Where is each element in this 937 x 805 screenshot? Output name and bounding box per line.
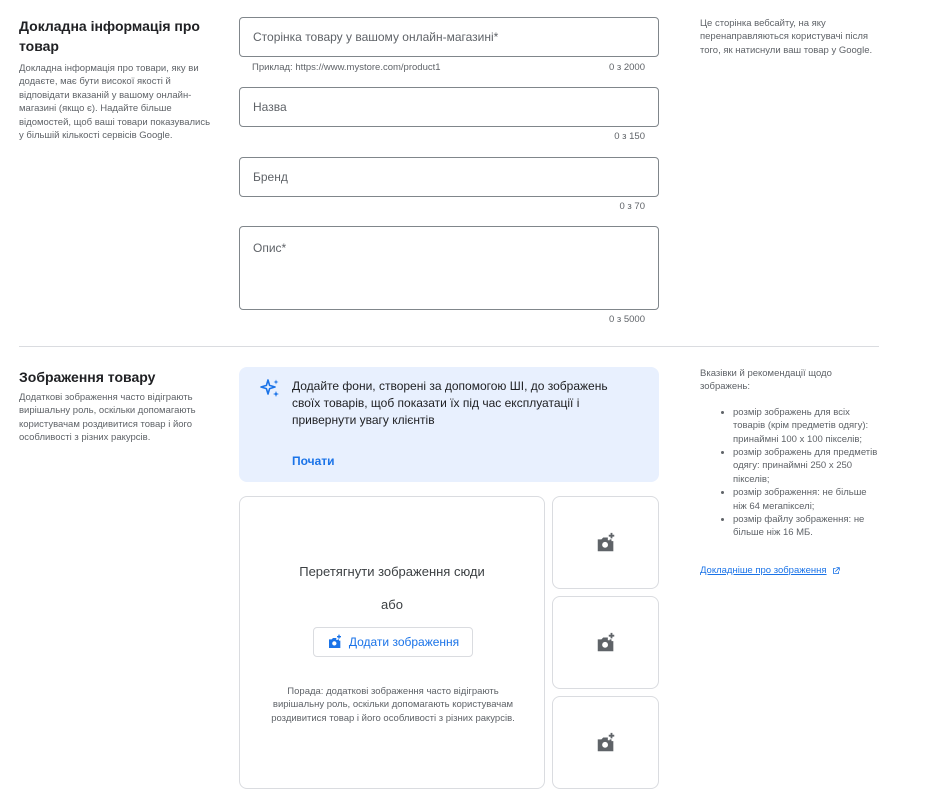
guideline-item: • розмір зображень для всіх товарів (крім предметів одягу): принаймні 100 x 100 пікселів; — [733, 406, 880, 446]
guideline-item: • розмір зображень для предметів одягу: принаймні 250 x 250 пікселів; — [733, 446, 880, 486]
guideline-item: • розмір зображення: не більше ніж 64 мегапікселі; — [733, 486, 880, 513]
image-slot-2[interactable] — [552, 596, 659, 689]
product-brand-placeholder: Бренд — [253, 170, 288, 184]
product-description-counter: 0 з 5000 — [608, 314, 645, 325]
product-description-textarea[interactable] — [239, 226, 659, 310]
learn-more-row — [700, 564, 880, 577]
sparkle-icon — [258, 377, 282, 401]
guideline-item: • розмір файлу зображення: не більше ніж 16 МБ. — [733, 513, 880, 540]
add-photo-icon — [595, 732, 617, 754]
image-guidelines-list — [700, 406, 880, 540]
images-section-title: Зображення товару — [19, 369, 156, 385]
images-section-description: Додаткові зображення часто відіграють вирішальну роль, оскільки допомагають користувачам роздивитися товар і його особливості з різних ракурсів. — [19, 392, 196, 444]
image-guidelines — [700, 367, 880, 577]
add-photo-icon — [595, 532, 617, 554]
ai-banner-text: Додайте фони, створені за допомогою ШІ, до зображень своїх товарів, щоб показати їх під час експлуатації і привернути увагу клієнтів — [292, 379, 608, 427]
product-description-placeholder: Опис* — [253, 241, 287, 255]
add-image-button[interactable] — [313, 627, 473, 657]
add-image-label: Додати зображення — [348, 635, 460, 649]
open-in-new-icon[interactable] — [831, 566, 841, 576]
image-slot-3[interactable] — [552, 696, 659, 789]
product-page-url-placeholder: Сторінка товару у вашому онлайн-магазині* — [253, 30, 499, 44]
section-divider — [19, 346, 879, 347]
product-brand-input[interactable] — [239, 157, 659, 197]
details-section-description: Докладна інформація про товари, яку ви додаєте, має бути високої якості й відповідати вказаній у вашому онлайн-магазині (якщо є). Надайте більше відомостей, щоб ваші товари показувались у більшій кількості сервісів Google. — [19, 63, 211, 142]
product-page-url-counter: 0 з 2000 — [608, 62, 645, 73]
learn-more-images-link[interactable]: Докладніше про зображення — [700, 564, 827, 576]
details-section-title: Докладна інформація про товар — [19, 18, 200, 54]
dropzone-or: або — [381, 597, 403, 612]
add-photo-icon — [595, 632, 617, 654]
product-name-counter: 0 з 150 — [614, 131, 645, 142]
product-name-input[interactable] — [239, 87, 659, 127]
product-page-side-note: Це сторінка вебсайту, на яку перенаправляються користувачі після того, як натиснули ваш товар у Google. — [700, 18, 873, 56]
image-slot-1[interactable] — [552, 496, 659, 589]
product-page-url-helper: Приклад: https://www.mystore.com/product1 — [252, 62, 441, 73]
product-brand-counter: 0 з 70 — [619, 201, 645, 212]
ai-backgrounds-banner — [239, 367, 659, 482]
image-guidelines-intro: Вказівки й рекомендації щодо зображень: — [700, 368, 832, 393]
image-dropzone[interactable] — [239, 496, 545, 789]
add-photo-icon — [327, 634, 343, 650]
product-page-url-input[interactable] — [239, 17, 659, 57]
dropzone-title: Перетягнути зображення сюди — [299, 564, 485, 579]
ai-start-link[interactable]: Почати — [292, 454, 335, 468]
dropzone-tip: Порада: додаткові зображення часто відіграють вирішальну роль, оскільки допомагають користувачам роздивитися товар і його особливості з різних ракурсів. — [271, 686, 515, 724]
product-name-placeholder: Назва — [253, 100, 287, 114]
